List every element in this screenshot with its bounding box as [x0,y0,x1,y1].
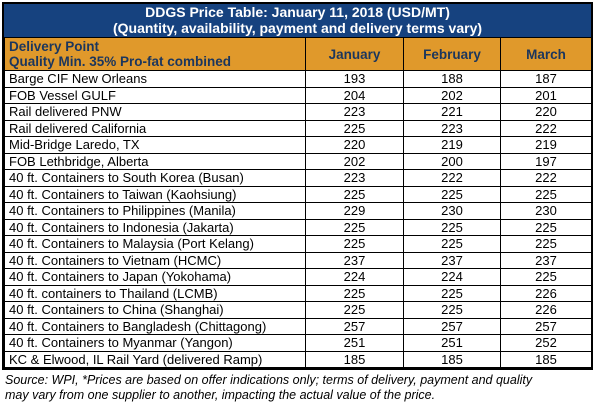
february-value-cell: 225 [404,236,501,253]
table-title-banner [4,4,591,37]
price-table-body [5,71,592,368]
march-value-cell: 226 [501,285,592,302]
february-value-cell: 222 [404,170,501,187]
march-value-cell: 257 [501,318,592,335]
february-value-cell: 237 [404,252,501,269]
table-subtitle: (Quantity, availability, payment and delivery terms vary) [112,19,483,36]
delivery-point-cell: KC & Elwood, IL Rail Yard (delivered Ramp) [5,351,306,368]
january-value-cell: 257 [306,318,404,335]
january-value-cell: 225 [306,120,404,137]
table-row [5,269,592,286]
delivery-point-cell: 40 ft. Containers to Bangladesh (Chittagong) [5,318,306,335]
delivery-point-cell: Rail delivered PNW [5,104,306,121]
delivery-point-cell: 40 ft. Containers to Malaysia (Port Kelang) [5,236,306,253]
january-value-cell: 229 [306,203,404,220]
january-value-cell: 237 [306,252,404,269]
january-value-cell: 204 [306,87,404,104]
march-value-cell: 185 [501,351,592,368]
delivery-point-cell: 40 ft. Containers to Indonesia (Jakarta) [5,219,306,236]
january-value-cell: 224 [306,269,404,286]
delivery-point-cell: 40 ft. containers to Thailand (LCMB) [5,285,306,302]
january-value-cell: 225 [306,236,404,253]
delivery-point-header [5,38,306,71]
january-value-cell: 193 [306,71,404,88]
january-value-cell: 202 [306,153,404,170]
february-value-cell: 188 [404,71,501,88]
february-value-cell: 219 [404,137,501,154]
february-value-cell: 221 [404,104,501,121]
march-value-cell: 225 [501,186,592,203]
march-value-cell: 187 [501,71,592,88]
march-value-cell: 225 [501,269,592,286]
march-value-cell: 225 [501,219,592,236]
february-value-cell: 251 [404,335,501,352]
source-note [5,373,595,403]
january-value-cell: 251 [306,335,404,352]
january-value-cell: 225 [306,186,404,203]
month-header-february: February [404,38,501,71]
month-header-march: March [501,38,592,71]
delivery-point-cell: 40 ft. Containers to China (Shanghai) [5,302,306,319]
march-value-cell: 222 [501,120,592,137]
delivery-point-cell: Mid-Bridge Laredo, TX [5,137,306,154]
price-table [4,37,592,368]
march-value-cell: 219 [501,137,592,154]
delivery-point-cell: 40 ft. Containers to Taiwan (Kaohsiung) [5,186,306,203]
delivery-point-header-line2: Quality Min. 35% Pro-fat combined [9,54,232,69]
table-row [5,236,592,253]
march-value-cell: 201 [501,87,592,104]
delivery-point-header-line1: Delivery Point [9,38,100,54]
february-value-cell: 200 [404,153,501,170]
price-table-box [2,2,593,370]
january-value-cell: 220 [306,137,404,154]
delivery-point-cell: 40 ft. Containers to Vietnam (HCMC) [5,252,306,269]
march-value-cell: 220 [501,104,592,121]
table-row [5,335,592,352]
table-title: DDGS Price Table: January 11, 2018 (USD/MT) [145,4,450,20]
delivery-point-cell: 40 ft. Containers to Myanmar (Yangon) [5,335,306,352]
table-row [5,219,592,236]
february-value-cell: 224 [404,269,501,286]
table-row [5,351,592,368]
table-row [5,203,592,220]
header-row [5,38,592,71]
table-row [5,186,592,203]
source-note-line1: Source: WPI, *Prices are based on offer indications only; terms of delivery, payment and quality [5,373,533,387]
delivery-point-cell: 40 ft. Containers to South Korea (Busan) [5,170,306,187]
table-row [5,137,592,154]
february-value-cell: 202 [404,87,501,104]
table-row [5,104,592,121]
february-value-cell: 230 [404,203,501,220]
february-value-cell: 225 [404,186,501,203]
table-row [5,153,592,170]
february-value-cell: 185 [404,351,501,368]
february-value-cell: 225 [404,285,501,302]
january-value-cell: 225 [306,302,404,319]
february-value-cell: 223 [404,120,501,137]
march-value-cell: 197 [501,153,592,170]
price-table-header [5,38,592,71]
march-value-cell: 225 [501,236,592,253]
february-value-cell: 225 [404,302,501,319]
january-value-cell: 223 [306,104,404,121]
table-row [5,285,592,302]
march-value-cell: 222 [501,170,592,187]
month-header-january: January [306,38,404,71]
march-value-cell: 252 [501,335,592,352]
january-value-cell: 185 [306,351,404,368]
table-row [5,87,592,104]
delivery-point-cell: Rail delivered California [5,120,306,137]
table-row [5,252,592,269]
source-note-line2: may vary from one supplier to another, impacting the actual value of the price. [5,388,436,402]
delivery-point-cell: FOB Vessel GULF [5,87,306,104]
table-row [5,170,592,187]
table-row [5,120,592,137]
delivery-point-cell: 40 ft. Containers to Philippines (Manila) [5,203,306,220]
february-value-cell: 225 [404,219,501,236]
march-value-cell: 226 [501,302,592,319]
delivery-point-cell: 40 ft. Containers to Japan (Yokohama) [5,269,306,286]
march-value-cell: 237 [501,252,592,269]
february-value-cell: 257 [404,318,501,335]
delivery-point-cell: FOB Lethbridge, Alberta [5,153,306,170]
january-value-cell: 223 [306,170,404,187]
january-value-cell: 225 [306,285,404,302]
table-row [5,71,592,88]
delivery-point-cell: Barge CIF New Orleans [5,71,306,88]
january-value-cell: 225 [306,219,404,236]
march-value-cell: 230 [501,203,592,220]
table-row [5,318,592,335]
table-row [5,302,592,319]
